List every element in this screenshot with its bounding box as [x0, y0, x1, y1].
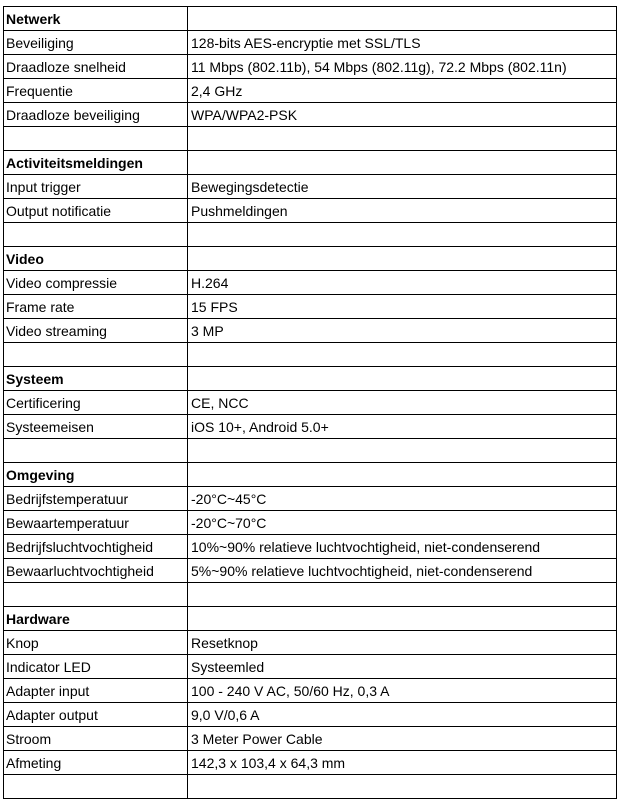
spec-label: Bedrijfsluchtvochtigheid	[4, 535, 188, 559]
section-header-row	[4, 367, 617, 391]
spec-row	[4, 727, 617, 751]
spec-label: Draadloze beveiliging	[4, 103, 188, 127]
spec-label: Beveiliging	[4, 31, 188, 55]
spec-value: WPA/WPA2-PSK	[188, 103, 617, 127]
spec-row	[4, 415, 617, 439]
spec-row	[4, 631, 617, 655]
spec-label: Output notificatie	[4, 199, 188, 223]
spec-label: Afmeting	[4, 751, 188, 775]
empty-cell	[188, 583, 617, 607]
spec-row	[4, 487, 617, 511]
spec-label: Input trigger	[4, 175, 188, 199]
spec-row	[4, 271, 617, 295]
spec-row	[4, 679, 617, 703]
spec-value: Pushmeldingen	[188, 199, 617, 223]
spec-value: -20°C~70°C	[188, 511, 617, 535]
spec-row	[4, 175, 617, 199]
spec-label: Frame rate	[4, 295, 188, 319]
empty-cell	[4, 343, 188, 367]
spec-label: Video compressie	[4, 271, 188, 295]
spec-value: Bewegingsdetectie	[188, 175, 617, 199]
empty-cell	[188, 247, 617, 271]
spec-label: Indicator LED	[4, 655, 188, 679]
spec-value: 3 Meter Power Cable	[188, 727, 617, 751]
spec-label: Frequentie	[4, 79, 188, 103]
spec-row	[4, 319, 617, 343]
spec-value: Systeemled	[188, 655, 617, 679]
spec-row	[4, 295, 617, 319]
spec-label: Draadloze snelheid	[4, 55, 188, 79]
empty-cell	[188, 343, 617, 367]
empty-cell	[188, 463, 617, 487]
empty-cell	[4, 439, 188, 463]
spec-row	[4, 391, 617, 415]
empty-cell	[188, 439, 617, 463]
spec-row	[4, 559, 617, 583]
spec-label: Adapter input	[4, 679, 188, 703]
spacer-row	[4, 439, 617, 463]
spec-label: Certificering	[4, 391, 188, 415]
spec-label: Bewaarluchtvochtigheid	[4, 559, 188, 583]
spacer-row	[4, 775, 617, 799]
spec-label: Knop	[4, 631, 188, 655]
empty-cell	[188, 127, 617, 151]
empty-cell	[4, 583, 188, 607]
spec-label: Systeemeisen	[4, 415, 188, 439]
section-header-row	[4, 463, 617, 487]
spec-value: 142,3 x 103,4 x 64,3 mm	[188, 751, 617, 775]
section-title: Activiteitsmeldingen	[4, 151, 188, 175]
spec-row	[4, 31, 617, 55]
spec-row	[4, 199, 617, 223]
empty-cell	[188, 7, 617, 31]
section-header-row	[4, 607, 617, 631]
empty-cell	[4, 127, 188, 151]
section-title: Hardware	[4, 607, 188, 631]
spec-value: 128-bits AES-encryptie met SSL/TLS	[188, 31, 617, 55]
spacer-row	[4, 127, 617, 151]
spec-label: Adapter output	[4, 703, 188, 727]
section-title: Netwerk	[4, 7, 188, 31]
spec-label: Video streaming	[4, 319, 188, 343]
empty-cell	[4, 223, 188, 247]
spacer-row	[4, 583, 617, 607]
spec-value: H.264	[188, 271, 617, 295]
spec-value: -20°C~45°C	[188, 487, 617, 511]
spec-value: 15 FPS	[188, 295, 617, 319]
spec-row	[4, 55, 617, 79]
spec-row	[4, 535, 617, 559]
spec-row	[4, 511, 617, 535]
spec-label: Bewaartemperatuur	[4, 511, 188, 535]
empty-cell	[188, 607, 617, 631]
empty-cell	[188, 775, 617, 799]
spacer-row	[4, 223, 617, 247]
section-header-row	[4, 247, 617, 271]
spec-label: Bedrijfstemperatuur	[4, 487, 188, 511]
spec-row	[4, 703, 617, 727]
spec-value: 100 - 240 V AC, 50/60 Hz, 0,3 A	[188, 679, 617, 703]
spec-value: 9,0 V/0,6 A	[188, 703, 617, 727]
section-header-row	[4, 7, 617, 31]
spec-row	[4, 655, 617, 679]
spec-row	[4, 103, 617, 127]
spec-value: iOS 10+, Android 5.0+	[188, 415, 617, 439]
spec-label: Stroom	[4, 727, 188, 751]
spec-value: 3 MP	[188, 319, 617, 343]
spec-row	[4, 751, 617, 775]
empty-cell	[188, 223, 617, 247]
spec-table	[3, 6, 617, 799]
empty-cell	[4, 775, 188, 799]
spec-value: 2,4 GHz	[188, 79, 617, 103]
empty-cell	[188, 151, 617, 175]
spec-value: 10%~90% relatieve luchtvochtigheid, niet-condenserend	[188, 535, 617, 559]
section-title: Systeem	[4, 367, 188, 391]
spec-value: 11 Mbps (802.11b), 54 Mbps (802.11g), 72.2 Mbps (802.11n)	[188, 55, 617, 79]
section-title: Omgeving	[4, 463, 188, 487]
spec-value: CE, NCC	[188, 391, 617, 415]
spec-value: Resetknop	[188, 631, 617, 655]
empty-cell	[188, 367, 617, 391]
spec-row	[4, 79, 617, 103]
spec-value: 5%~90% relatieve luchtvochtigheid, niet-condenserend	[188, 559, 617, 583]
section-header-row	[4, 151, 617, 175]
section-title: Video	[4, 247, 188, 271]
spacer-row	[4, 343, 617, 367]
spec-table-body	[4, 7, 617, 799]
